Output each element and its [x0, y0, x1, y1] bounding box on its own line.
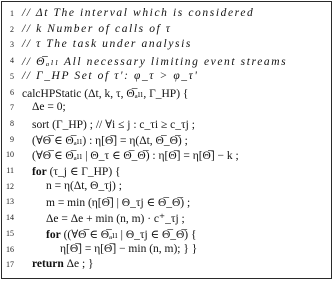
code-text — [60, 243, 197, 255]
code-text — [22, 38, 192, 50]
code-line — [2, 70, 331, 86]
code-text — [46, 195, 190, 209]
line-number: 15 — [6, 228, 14, 238]
line-number: 5 — [10, 71, 14, 81]
statement: (∀Θ̅ ∈ Θ̅ₐₗₗ) : η[Θ̅] = η(Δt, Θ̅_Θ̅) ; — [32, 134, 188, 147]
code-text — [22, 7, 254, 19]
line-number: 10 — [6, 150, 14, 160]
line-number: 8 — [10, 118, 14, 128]
code-text — [32, 148, 239, 162]
code-line — [2, 54, 331, 70]
code-line — [2, 7, 331, 23]
statement: // Γ_HP Set of τ': φ_τ > φ_τ' — [22, 69, 199, 82]
statement: (∀Θ̅ ∈ Θ̅ₐₗₗ | Θ_τ ∈ Θ̅_Θ̅) : η[Θ̅] = η[Θ̅] − k ; — [32, 150, 239, 163]
statement: ((∀Θ̅ ∈ Θ̅ₐₗₗ | Θ_τj ∈ Θ̅_Θ̅) { — [60, 228, 197, 241]
code-text — [22, 23, 172, 35]
statement: calcHPStatic (Δt, k, τ, Θ̅ₐₗₗ, Γ_HP) { — [22, 87, 189, 100]
code-text — [22, 86, 188, 100]
code-line — [2, 227, 331, 243]
code-line — [2, 243, 331, 259]
line-number: 17 — [6, 260, 14, 270]
code-text — [32, 164, 121, 178]
keyword: for — [46, 228, 61, 241]
code-text — [46, 211, 185, 225]
statement: Δe = Δe + min (n, m) · c⁺_τj ; — [46, 213, 185, 226]
code-text — [32, 117, 195, 131]
line-number: 16 — [6, 244, 14, 254]
code-text — [22, 70, 198, 82]
code-text — [22, 54, 287, 68]
code-line — [2, 117, 331, 133]
line-number: 12 — [6, 181, 14, 191]
statement: // Θ̅ₐₗₗ All necessary limiting event streams — [22, 56, 288, 69]
line-number: 13 — [6, 197, 14, 207]
code-line — [2, 180, 331, 196]
code-line — [2, 148, 331, 164]
code-line — [2, 164, 331, 180]
code-line — [2, 23, 331, 39]
line-number: 3 — [10, 40, 14, 50]
statement: sort (Γ_HP) ; // ∀i ≤ j : c_τi ≥ c_τj ; — [32, 118, 195, 131]
line-number: 14 — [6, 213, 14, 223]
statement: m = min (η[Θ̅] | Θ_τj ∈ Θ̅_Θ̅) ; — [46, 197, 191, 210]
statement: Δe = 0; — [32, 101, 66, 114]
line-number: 11 — [6, 166, 14, 175]
line-number: 1 — [10, 9, 14, 18]
line-number: 6 — [10, 87, 14, 97]
code-text — [32, 258, 94, 270]
code-text — [32, 101, 66, 113]
code-line — [2, 86, 331, 102]
line-number: 7 — [10, 103, 14, 113]
algorithm-listing — [1, 1, 332, 279]
line-number: 2 — [10, 24, 14, 34]
code-text — [46, 180, 122, 192]
statement: // τ The task under analysis — [22, 38, 192, 51]
keyword: return — [32, 258, 64, 271]
code-line — [2, 101, 331, 117]
statement: // k Number of calls of τ — [22, 22, 172, 35]
keyword: for — [32, 166, 47, 178]
code-line — [2, 211, 331, 227]
code-line — [2, 38, 331, 54]
code-line — [2, 133, 331, 149]
statement: // Δt The interval which is considered — [22, 7, 255, 19]
code-text — [32, 133, 188, 147]
code-line — [2, 258, 331, 274]
statement: Δe ; } — [63, 258, 94, 271]
statement: n = η(Δt, Θ_τj) ; — [46, 179, 122, 192]
line-number: 4 — [10, 56, 14, 66]
statement: η[Θ̅] = η[Θ̅] − min (n, m); } } — [60, 242, 198, 255]
code-line — [2, 195, 331, 211]
code-text — [46, 227, 197, 241]
line-number: 9 — [10, 134, 14, 144]
statement: (τ_j ∈ Γ_HP) { — [46, 166, 121, 178]
